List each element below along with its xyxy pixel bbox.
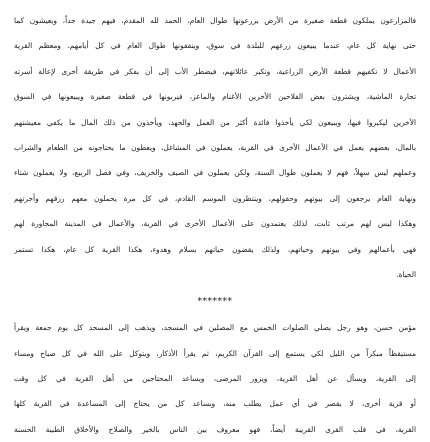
text-line: وهكذا ليس لهم مرتب ثابت، لذلك يعتمدون على الأعمال الأخرى في القرية، والأعمال في المدينة المجاورة لهم — [14, 219, 416, 229]
text-line: الأخرين ليكبروا فيها، ويبيعون لكي يأخذوا فائدة أكثر من العمل والجهد، ويأخذون من ذلك المال ما يكفي معيشتهم — [14, 117, 416, 127]
text-line: تجارة الماشية، ويشترون بعض الفلاحين الأخرين الأغنام والماعز، فيربونها في قطعة صغيرة ويبيعونها في السوق — [14, 92, 416, 102]
text-line: الحياة. — [396, 269, 416, 279]
text-line: فهي بأعمالهم وفي بيوتهم وحياتهم، ولذلك يقضون حياتهم بسلام وهدوء، هكذا القرية كل عام، هكذا تستمر — [14, 244, 416, 254]
text-line: القرية، في قلب القرى القريبة أيضاً، فهو معروف بين الناس بالخير والصلاح والأخلاق الطيبة الحسنة — [14, 424, 416, 434]
text-line: إلى القرية، ويسأل عن أهل القرية، ويزور المرضى، ويساعد المحتاجين من أهل القرية في كل وقت — [14, 374, 416, 384]
text-line: مؤمن حسن، وهو رجل يصلي الصلوات الخمس مع المصلين في المسجد، ويذهب إلى المسجد كل يوم جمعة ويقرأ — [14, 323, 416, 333]
text-line: مستيقظاً مبكراً من الليل لكي يستمع إلى القرآن الكريم، ثم يقرأ الأذكار، ويتوكل على الله في كل صباح ومساء — [14, 348, 416, 358]
text-line: حتى نهاية كل عام، عندما يبيعون زرعهم للبلدة في سوق، وينفقونها طوال العام في كل أيامهم، ومعظم القرية — [14, 41, 416, 51]
paragraph-1 — [14, 8, 416, 287]
text-line: وعملهم ليس سهلاً، فهم لا يعملون طوال السنة، ولكن يعملون في الصيف والخريف، وفي فصل الربيع، ولا يعملون شتاء — [14, 168, 416, 178]
text-line: الأعمال لا تكفيهم قطعة الأرض الزراعية، وتكبر عائلاتهم، فيضطر الأب إلى أن يفكر في طريقة أخرى لإعالة أسرته — [14, 66, 416, 76]
text-line: أو قرية أخرى، لا يقصر في أي عمل يطلب منه، ويساعد كل من يحتاج إلى المساعدة في القرية كلها — [14, 399, 416, 409]
text-line: بالمال، بعضهم يعمل في الأعمال الأخرى في القرية، يعملون في المشاغل، ويعطون ما يحتاجونه من الطعام والشراب — [14, 142, 416, 152]
section-separator: ******* — [197, 297, 233, 308]
text-line: ونهاية العام يرجعون إلى بيوتهم وحقولهم، وينتظرون الموسم القادم، في كل مرة يحملون معهم رزقهم وأجرتهم — [14, 193, 416, 203]
text-line: فالمزارعون يملكون قطعة صغيرة من الأرض يزرعونها طوال العام، الحمد لله المقدم، فيهم جيدة جداً، ويعيشون كما — [14, 16, 416, 25]
paragraph-2 — [14, 315, 416, 442]
